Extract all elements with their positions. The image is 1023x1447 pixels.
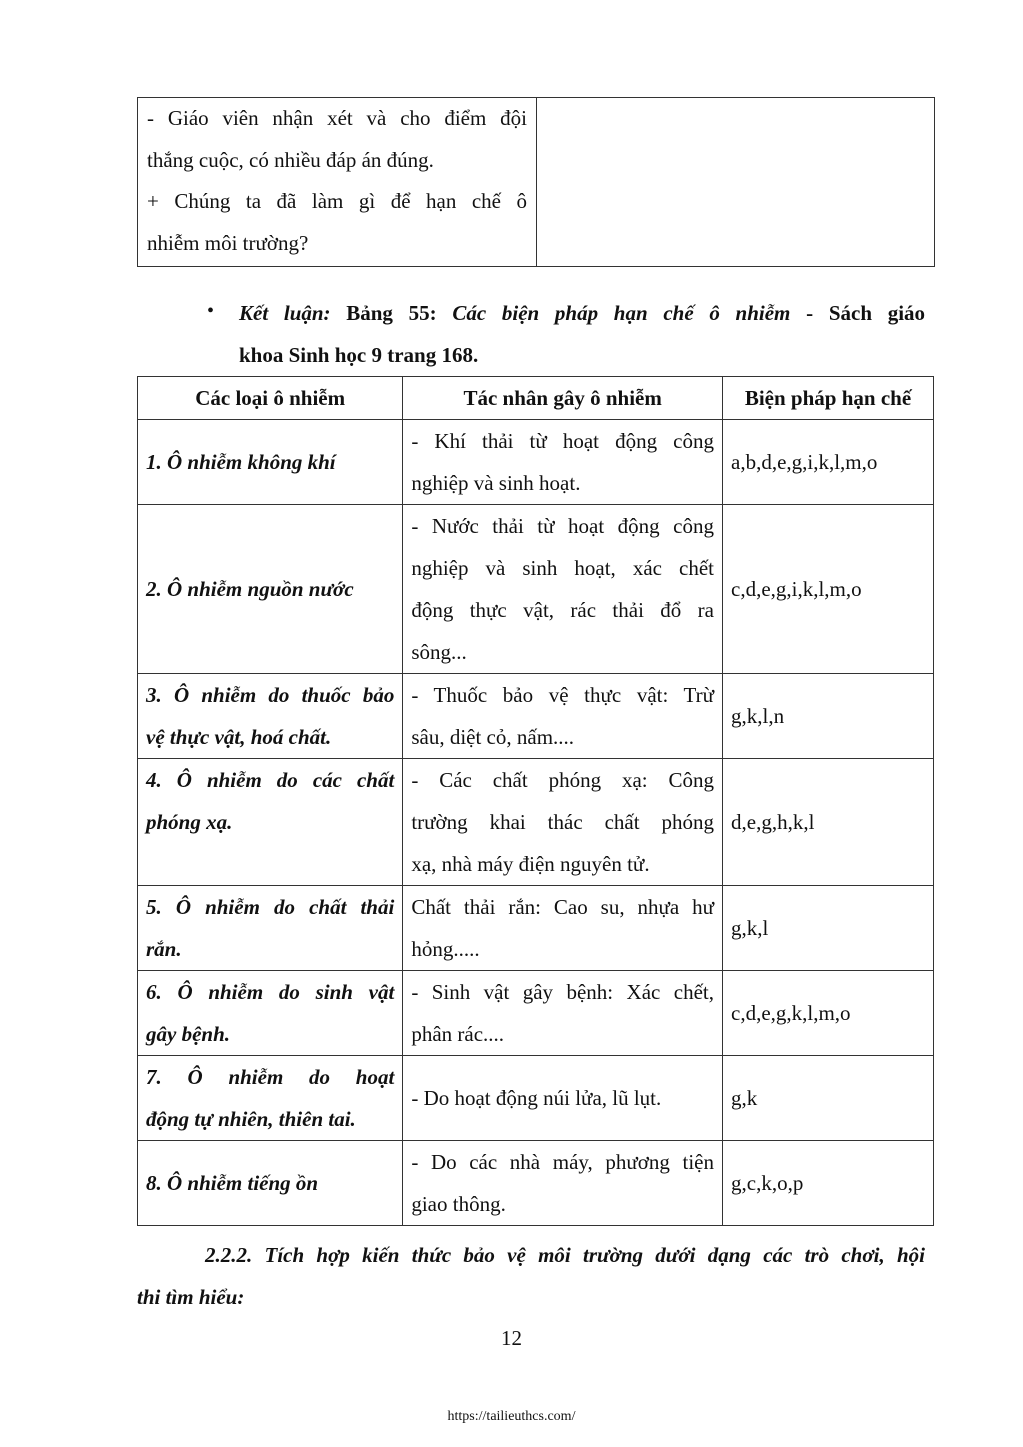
pollution-agent-line: nghiệp và sinh hoạt, xác chết bbox=[411, 556, 714, 580]
header-pollution-agent: Tác nhân gây ô nhiễm bbox=[403, 377, 723, 420]
pollution-type-cell bbox=[138, 674, 403, 759]
limiting-measure-cell: c,d,e,g,k,l,m,o bbox=[723, 971, 934, 1056]
pollution-agent-line: động thực vật, rác thải đổ ra bbox=[411, 598, 714, 622]
limiting-measure-cell: g,k,l,n bbox=[723, 674, 934, 759]
pollution-type-line: 1. Ô nhiễm không khí bbox=[146, 450, 336, 474]
student-activity-cell bbox=[537, 98, 935, 267]
table-row bbox=[138, 759, 934, 886]
pollution-agent-line: - Thuốc bảo vệ thực vật: Trừ bbox=[411, 683, 714, 707]
pollution-type-cell bbox=[138, 505, 403, 674]
pollution-agent-line: - Sinh vật gây bệnh: Xác chết, bbox=[411, 980, 714, 1004]
pollution-agent-line: xạ, nhà máy điện nguyên tử. bbox=[411, 852, 650, 876]
source-text-line2: khoa Sinh học 9 trang 168. bbox=[239, 343, 479, 367]
pollution-agent-cell bbox=[403, 886, 723, 971]
teacher-activity-line: nhiễm môi trường? bbox=[147, 230, 309, 255]
limiting-measure-cell: d,e,g,h,k,l bbox=[723, 759, 934, 886]
pollution-type-cell bbox=[138, 886, 403, 971]
table-row bbox=[138, 505, 934, 674]
limiting-measure-cell: g,c,k,o,p bbox=[723, 1141, 934, 1226]
pollution-type-line: 8. Ô nhiễm tiếng ồn bbox=[146, 1171, 319, 1195]
section-heading bbox=[137, 1234, 925, 1318]
table-row bbox=[138, 674, 934, 759]
pollution-type-cell bbox=[138, 1141, 403, 1226]
pollution-type-line: rắn. bbox=[146, 937, 182, 961]
teacher-activity-cell bbox=[138, 98, 537, 267]
pollution-type-line: 4. Ô nhiễm do các chất bbox=[146, 768, 395, 792]
pollution-agent-line: - Nước thải từ hoạt động công bbox=[411, 514, 714, 538]
pollution-agent-cell bbox=[403, 674, 723, 759]
pollution-type-line: 3. Ô nhiễm do thuốc bảo bbox=[146, 683, 395, 707]
table-row bbox=[138, 1056, 934, 1141]
pollution-agent-line: hỏng..... bbox=[411, 937, 480, 961]
pollution-type-cell bbox=[138, 759, 403, 886]
table-row bbox=[138, 1141, 934, 1226]
pollution-agent-line: Chất thải rắn: Cao su, nhựa hư bbox=[411, 895, 714, 919]
pollution-agent-cell bbox=[403, 1056, 723, 1141]
pollution-type-line: gây bệnh. bbox=[146, 1022, 230, 1046]
section-heading-line1: 2.2.2. Tích hợp kiến thức bảo vệ môi trường dưới dạng các trò chơi, hội bbox=[205, 1243, 925, 1267]
pollution-agent-cell bbox=[403, 505, 723, 674]
table-title: Các biện pháp hạn chế ô nhiễm bbox=[452, 301, 791, 325]
pollution-agent-line: - Do các nhà máy, phương tiện bbox=[411, 1150, 714, 1174]
pollution-agent-line: phân rác.... bbox=[411, 1022, 505, 1046]
conclusion-label: Kết luận: bbox=[239, 301, 331, 325]
table-body bbox=[138, 420, 934, 1226]
table-row bbox=[138, 971, 934, 1056]
footer-url: https://tailieuthcs.com/ bbox=[447, 1409, 576, 1424]
pollution-type-cell bbox=[138, 1056, 403, 1141]
teacher-activity-line: thắng cuộc, có nhiều đáp án đúng. bbox=[147, 147, 434, 172]
pollution-agent-line: sâu, diệt cỏ, nấm.... bbox=[411, 725, 575, 749]
table-row bbox=[138, 886, 934, 971]
teacher-activity-line: + Chúng ta đã làm gì để hạn chế ô bbox=[147, 189, 527, 213]
page-number: 12 bbox=[501, 1326, 522, 1350]
pollution-agent-line: nghiệp và sinh hoạt. bbox=[411, 471, 581, 495]
pollution-agent-line: - Do hoạt động núi lửa, lũ lụt. bbox=[411, 1086, 662, 1110]
conclusion-paragraph bbox=[239, 292, 925, 376]
pollution-type-line: phóng xạ. bbox=[146, 810, 233, 834]
pollution-agent-cell bbox=[403, 759, 723, 886]
pollution-measures-table bbox=[137, 376, 934, 1226]
pollution-agent-cell bbox=[403, 1141, 723, 1226]
bullet-icon: • bbox=[207, 300, 215, 322]
title-dash: - bbox=[806, 301, 814, 325]
pollution-type-line: vệ thực vật, hoá chất. bbox=[146, 725, 332, 749]
limiting-measure-cell: c,d,e,g,i,k,l,m,o bbox=[723, 505, 934, 674]
pollution-type-line: 7. Ô nhiễm do hoạt bbox=[146, 1065, 395, 1089]
table-reference: Bảng 55: bbox=[346, 301, 437, 325]
header-pollution-type: Các loại ô nhiễm bbox=[138, 377, 403, 420]
section-heading-line2: thi tìm hiểu: bbox=[137, 1285, 245, 1309]
pollution-type-line: động tự nhiên, thiên tai. bbox=[146, 1107, 356, 1131]
header-limiting-measures: Biện pháp hạn chế bbox=[723, 377, 934, 420]
pollution-agent-line: giao thông. bbox=[411, 1192, 506, 1216]
source-text-line1: Sách giáo bbox=[828, 301, 926, 325]
pollution-agent-line: sông... bbox=[411, 640, 467, 664]
limiting-measure-cell: g,k,l bbox=[723, 886, 934, 971]
pollution-type-line: 2. Ô nhiễm nguồn nước bbox=[146, 577, 354, 601]
pollution-type-cell bbox=[138, 420, 403, 505]
pollution-agent-cell bbox=[403, 971, 723, 1056]
teacher-activity-line: - Giáo viên nhận xét và cho điểm đội bbox=[147, 106, 527, 130]
pollution-type-line: 5. Ô nhiễm do chất thải bbox=[146, 895, 395, 919]
pollution-agent-cell bbox=[403, 420, 723, 505]
table-row bbox=[138, 420, 934, 505]
pollution-type-line: 6. Ô nhiễm do sinh vật bbox=[146, 980, 395, 1004]
pollution-type-cell bbox=[138, 971, 403, 1056]
pollution-agent-line: - Khí thải từ hoạt động công bbox=[411, 429, 714, 453]
top-continuation-table bbox=[137, 97, 935, 267]
pollution-agent-line: trường khai thác chất phóng bbox=[411, 810, 714, 834]
table-header-row bbox=[138, 377, 934, 420]
pollution-agent-line: - Các chất phóng xạ: Công bbox=[411, 768, 714, 792]
limiting-measure-cell: a,b,d,e,g,i,k,l,m,o bbox=[723, 420, 934, 505]
limiting-measure-cell: g,k bbox=[723, 1056, 934, 1141]
